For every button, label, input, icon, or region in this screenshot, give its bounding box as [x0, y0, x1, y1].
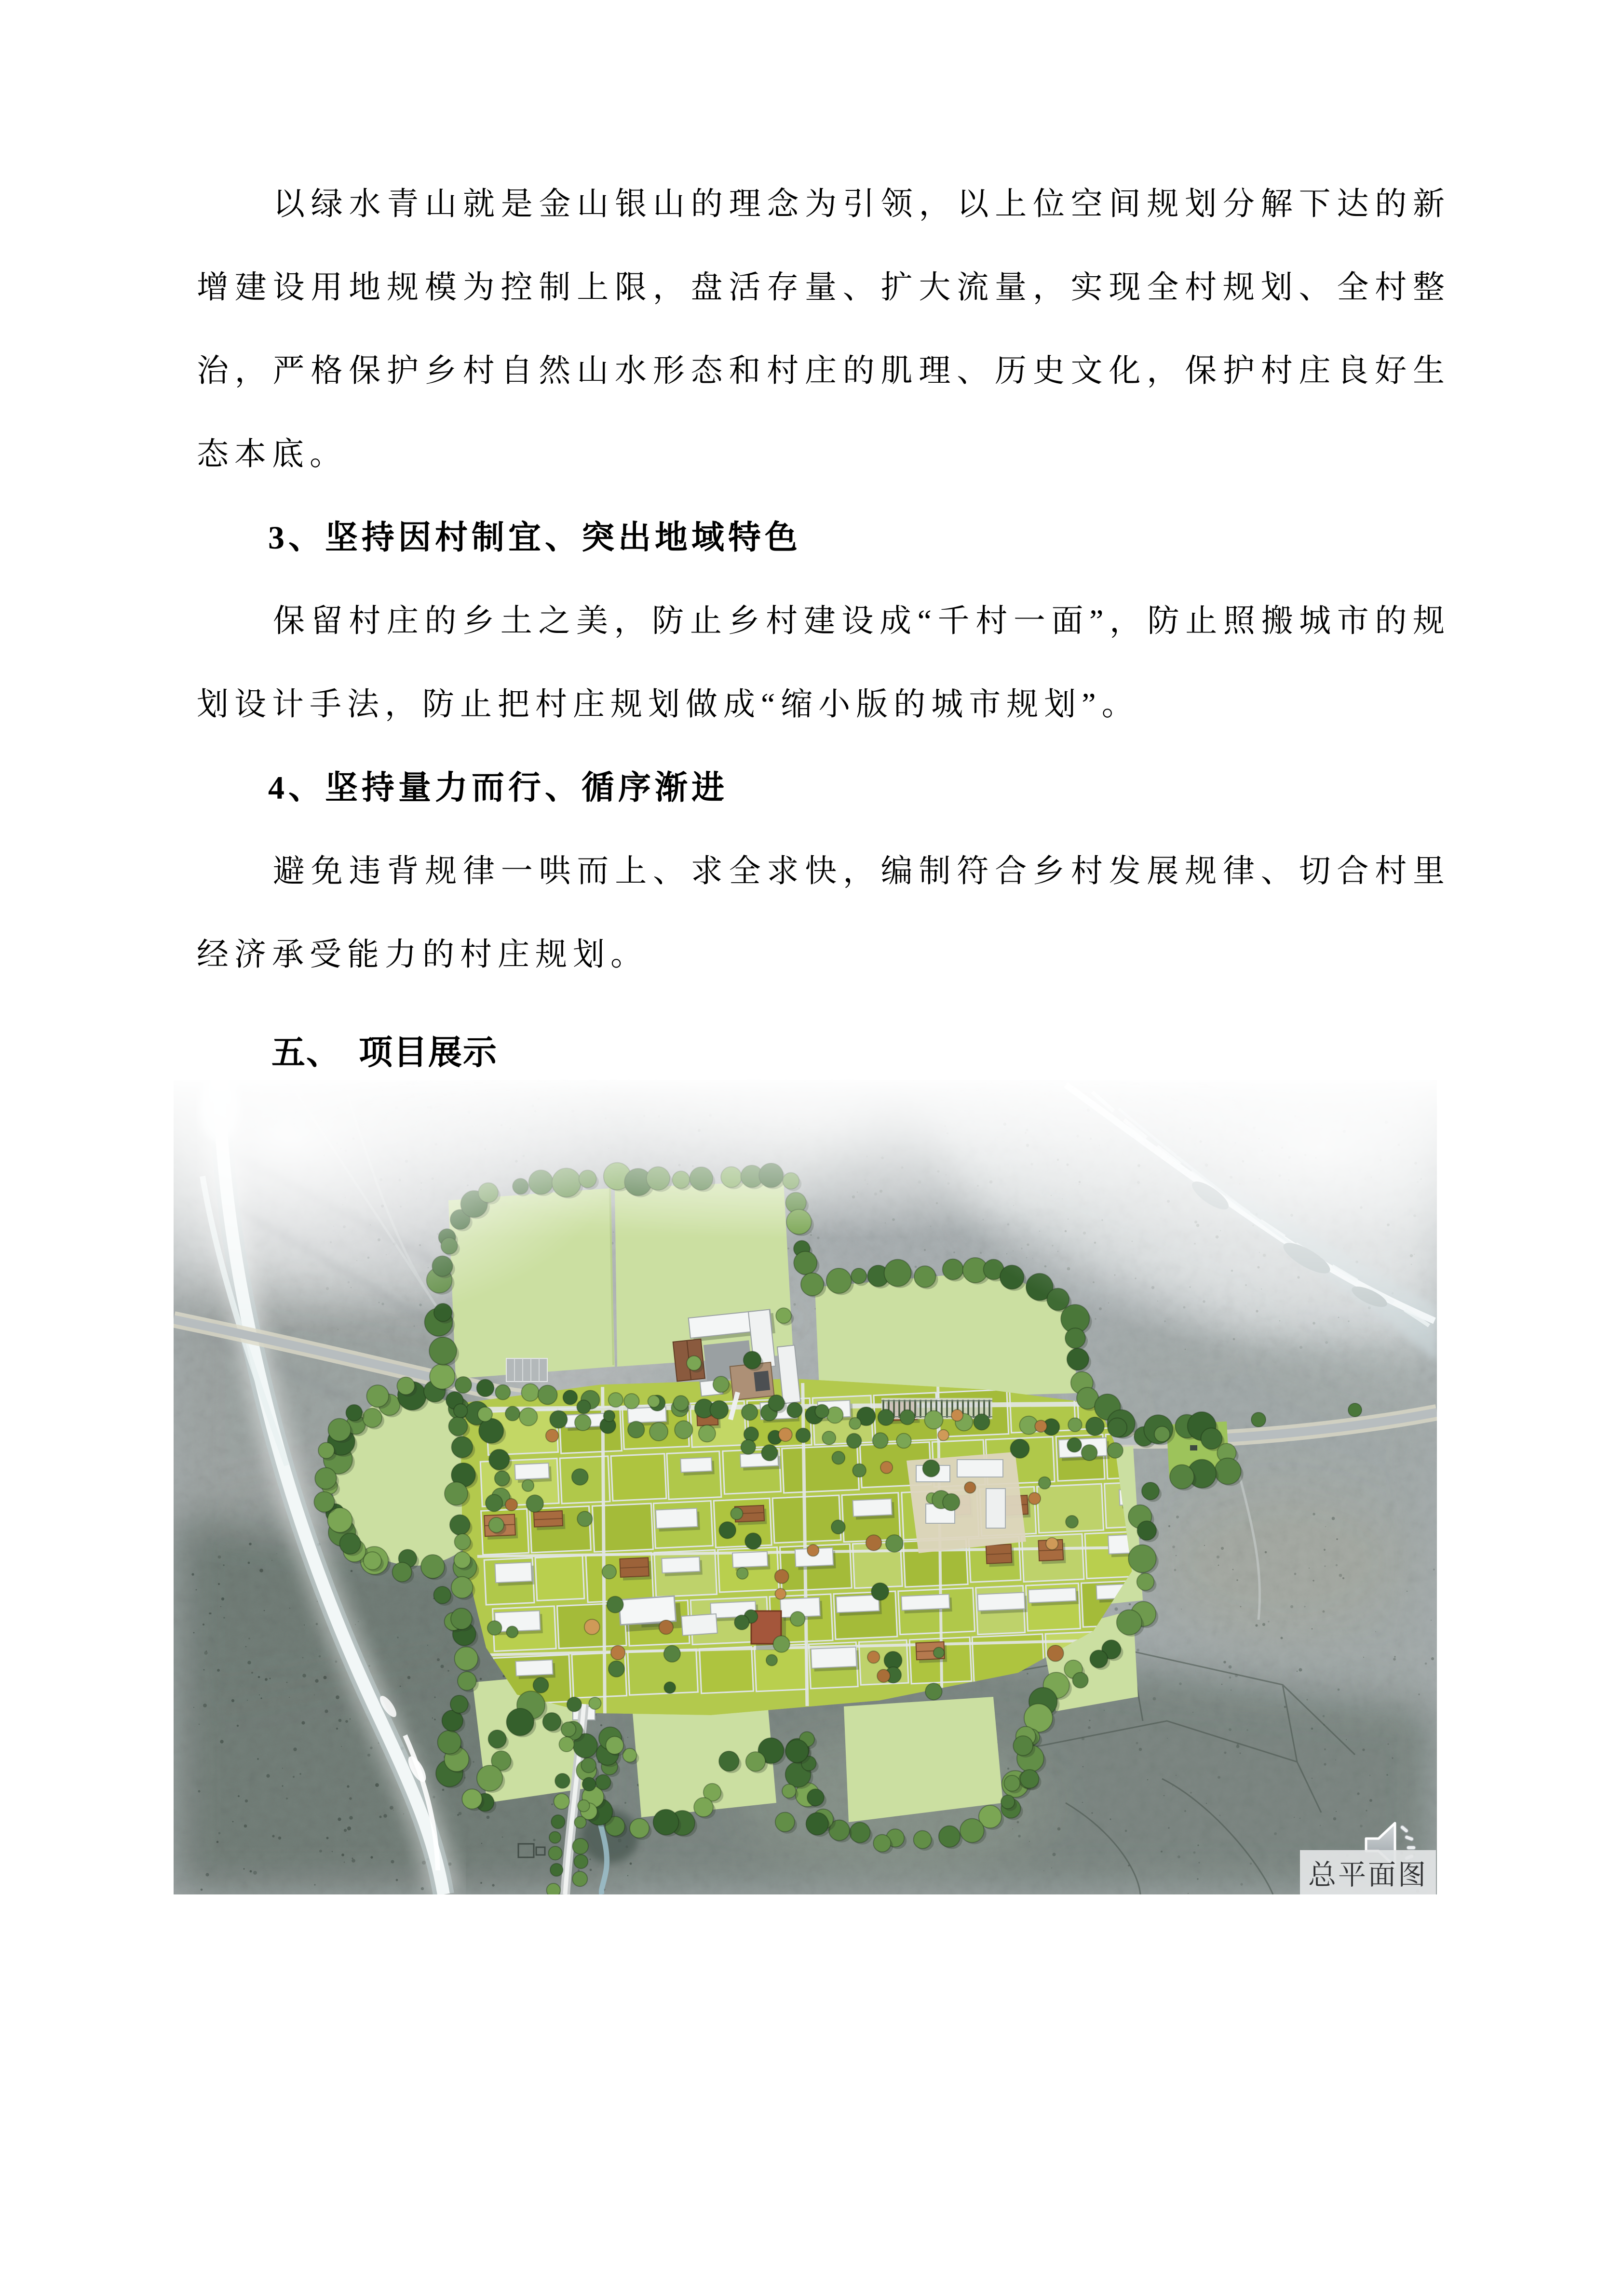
- section-heading-3: 3、坚持因村制宜、突出地域特色: [268, 519, 802, 556]
- parking-lot: [506, 1358, 547, 1382]
- section-heading-4: 4、坚持量力而行、循序渐进: [268, 769, 729, 806]
- figure-caption: [1300, 1850, 1436, 1894]
- body-text: [197, 162, 1450, 1094]
- body-paragraph: 保留村庄的乡土之美，防止乡村建设成“千村一面”，防止照搬城市的规划设计手法，防止把村庄规划做成“缩小版的城市规划”。: [197, 604, 1450, 722]
- aerial-render: [174, 1080, 1437, 1894]
- body-paragraph: 避免违背规律一哄而上、求全求快，编制符合乡村发展规律、切合村里经济承受能力的村庄规划。: [197, 854, 1450, 972]
- master-plan-image: [174, 1080, 1437, 1894]
- body-paragraph: 以绿水青山就是金山银山的理念为引领，以上位空间规划分解下达的新增建设用地规模为控制上限，盘活存量、扩大流量，实现全村规划、全村整治，严格保护乡村自然山水形态和村庄的肌理、历史文化，保护村庄良好生态本底。: [197, 187, 1450, 472]
- chapter-heading-5: 五、 项目展示: [271, 1034, 498, 1071]
- figure-caption-text: 总平面图: [1308, 1859, 1428, 1891]
